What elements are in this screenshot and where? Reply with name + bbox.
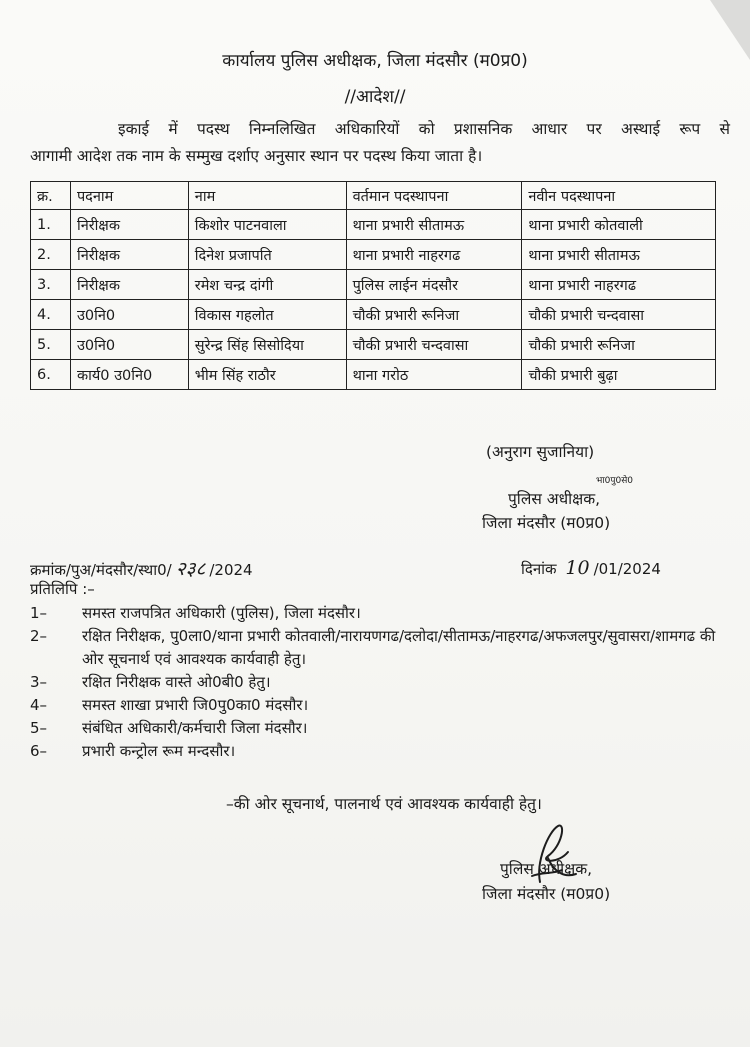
closing-line: –की ओर सूचनार्थ, पालनार्थ एवं आवश्यक कार्यवाही हेतु। bbox=[226, 795, 542, 813]
cell-designation: कार्य0 उ0नि0 bbox=[70, 360, 188, 390]
copy-list bbox=[30, 602, 720, 763]
list-item bbox=[30, 671, 720, 694]
reference-number bbox=[30, 555, 253, 581]
header-name: नाम bbox=[188, 182, 346, 210]
list-item-number: 5– bbox=[30, 719, 48, 737]
cell-name: सुरेन्द्र सिंह सिसोदिया bbox=[188, 330, 346, 360]
office-title: कार्यालय पुलिस अधीक्षक, जिला मंदसौर (म0प्र0) bbox=[222, 51, 528, 71]
order-body bbox=[30, 116, 730, 170]
copy-label: प्रतिलिपि :– bbox=[30, 580, 95, 598]
order-date bbox=[521, 557, 661, 579]
cell-designation: निरीक्षक bbox=[70, 270, 188, 300]
list-item-text: प्रभारी कन्ट्रोल रूम मन्दसौर। bbox=[82, 742, 236, 760]
cell-current-posting: थाना प्रभारी सीतामऊ bbox=[346, 210, 522, 240]
cell-name: दिनेश प्रजापति bbox=[188, 240, 346, 270]
cell-new-posting: चौकी प्रभारी बुढ़ा bbox=[522, 360, 716, 390]
list-item bbox=[30, 740, 720, 763]
cell-new-posting: चौकी प्रभारी चन्दवासा bbox=[522, 300, 716, 330]
list-item-text: रक्षित निरीक्षक, पु0ला0/थाना प्रभारी कोतवाली/नारायणगढ/दलोदा/सीतामऊ/नाहरगढ/अफजलपुर/सुवासरा/शामगढ की ओर सूचनार्थ एवं आवश्यक कार्यवाही हेतु। bbox=[82, 627, 716, 668]
list-item-text: संबंधित अधिकारी/कर्मचारी जिला मंदसौर। bbox=[82, 719, 308, 737]
table-row bbox=[31, 360, 716, 390]
cell-name: भीम सिंह राठौर bbox=[188, 360, 346, 390]
list-item-text: रक्षित निरीक्षक वास्ते ओ0बी0 हेतु। bbox=[82, 673, 271, 691]
table-row bbox=[31, 210, 716, 240]
signatory2-district: जिला मंदसौर (म0प्र0) bbox=[482, 885, 611, 903]
signatory2-designation: पुलिस अधीक्षक, bbox=[500, 860, 593, 878]
cell-serial: 5. bbox=[31, 330, 71, 360]
list-item-number: 4– bbox=[30, 696, 48, 714]
reference-suffix: /2024 bbox=[209, 561, 253, 579]
cell-new-posting: थाना प्रभारी सीतामऊ bbox=[522, 240, 716, 270]
cell-designation: निरीक्षक bbox=[70, 240, 188, 270]
list-item bbox=[30, 717, 720, 740]
list-item-text: समस्त राजपत्रित अधिकारी (पुलिस), जिला मंदसौर। bbox=[82, 604, 361, 622]
cell-serial: 6. bbox=[31, 360, 71, 390]
order-body-line-2: आगामी आदेश तक नाम के सम्मुख दर्शाए अनुसार स्थान पर पदस्थ किया जाता है। bbox=[30, 147, 483, 165]
list-item bbox=[30, 625, 720, 671]
list-item-number: 2– bbox=[30, 627, 48, 645]
cell-new-posting: थाना प्रभारी नाहरगढ bbox=[522, 270, 716, 300]
list-item-number: 3– bbox=[30, 673, 48, 691]
date-handwritten-day: 10 bbox=[565, 557, 590, 579]
cell-designation: निरीक्षक bbox=[70, 210, 188, 240]
signatory-name: (अनुराग सुजानिया) bbox=[486, 443, 595, 461]
cell-name: विकास गहलोत bbox=[188, 300, 346, 330]
cell-current-posting: थाना गरोठ bbox=[346, 360, 522, 390]
list-item-number: 6– bbox=[30, 742, 48, 760]
order-heading: //आदेश// bbox=[344, 87, 406, 107]
list-item bbox=[30, 694, 720, 717]
table-row bbox=[31, 270, 716, 300]
header-current-posting: वर्तमान पदस्थापना bbox=[346, 182, 522, 210]
order-body-line-1: इकाई में पदस्थ निम्नलिखित अधिकारियों को प्रशासनिक आधार पर अस्थाई रूप से bbox=[118, 120, 730, 138]
posting-table bbox=[30, 181, 716, 390]
cell-current-posting: पुलिस लाईन मंदसौर bbox=[346, 270, 522, 300]
cell-designation: उ0नि0 bbox=[70, 300, 188, 330]
cell-current-posting: चौकी प्रभारी चन्दवासा bbox=[346, 330, 522, 360]
table-row bbox=[31, 330, 716, 360]
list-item bbox=[30, 602, 720, 625]
cell-serial: 2. bbox=[31, 240, 71, 270]
cell-serial: 4. bbox=[31, 300, 71, 330]
date-rest: /01/2024 bbox=[593, 560, 661, 578]
cell-serial: 3. bbox=[31, 270, 71, 300]
table-header-row bbox=[31, 182, 716, 210]
cell-name: किशोर पाटनवाला bbox=[188, 210, 346, 240]
cell-current-posting: चौकी प्रभारी रूनिजा bbox=[346, 300, 522, 330]
table-row bbox=[31, 300, 716, 330]
cell-current-posting: थाना प्रभारी नाहरगढ bbox=[346, 240, 522, 270]
handwritten-signature bbox=[518, 812, 588, 892]
cell-serial: 1. bbox=[31, 210, 71, 240]
cell-new-posting: थाना प्रभारी कोतवाली bbox=[522, 210, 716, 240]
reference-prefix: क्रमांक/पुअ/मंदसौर/स्था0/ bbox=[30, 561, 172, 579]
reference-handwritten-number: २३८ bbox=[175, 558, 206, 580]
cell-name: रमेश चन्द्र दांगी bbox=[188, 270, 346, 300]
date-label: दिनांक bbox=[521, 560, 557, 578]
header-designation: पदनाम bbox=[70, 182, 188, 210]
header-serial: क्र. bbox=[31, 182, 71, 210]
list-item-text: समस्त शाखा प्रभारी जि0पु0का0 मंदसौर। bbox=[82, 696, 309, 714]
table-row bbox=[31, 240, 716, 270]
header-new-posting: नवीन पदस्थापना bbox=[522, 182, 716, 210]
cell-new-posting: चौकी प्रभारी रूनिजा bbox=[522, 330, 716, 360]
signatory-service: भा0पु0से0 bbox=[596, 476, 634, 486]
list-item-number: 1– bbox=[30, 604, 48, 622]
signatory-designation: पुलिस अधीक्षक, bbox=[508, 490, 601, 508]
signatory-district: जिला मंदसौर (म0प्र0) bbox=[482, 514, 611, 532]
cell-designation: उ0नि0 bbox=[70, 330, 188, 360]
